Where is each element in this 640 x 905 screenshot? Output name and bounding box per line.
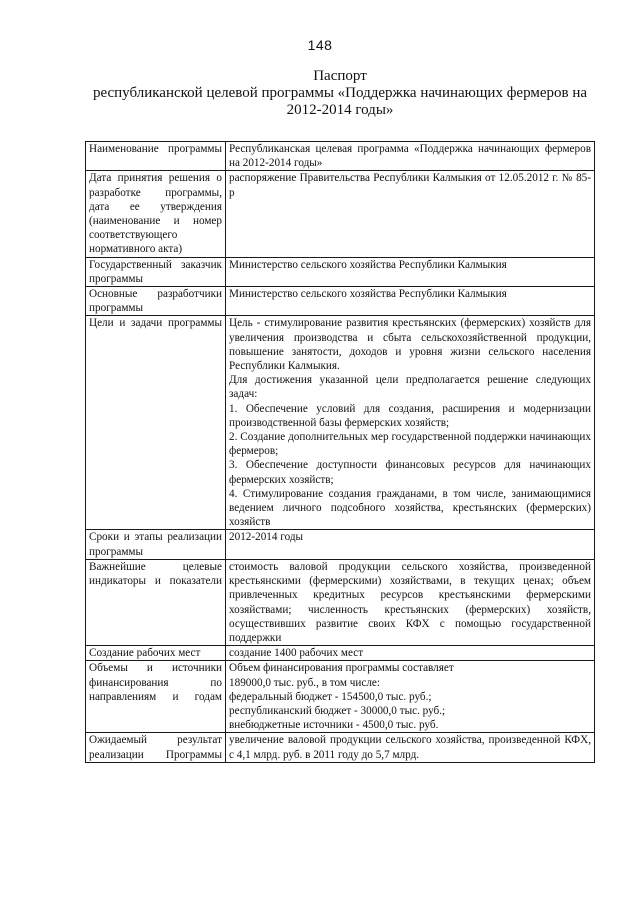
title-line-3: 2012-2014 годы» [286,102,394,118]
value-paragraph: 2. Создание дополнительных мер государственной поддержки начинающих фермеров; [229,431,591,458]
value-paragraph: республиканский бюджет - 30000,0 тыс. руб.; [229,704,446,717]
table-row-terms-stages [86,530,595,559]
row-value [226,559,595,645]
row-label: Дата принятия решения о разработке программы, дата ее утверждения (наименование и номер соответствующего нормативного акта) [86,171,226,257]
value-paragraph: 3. Обеспечение доступности финансовых ресурсов для начинающих фермерских хозяйств; [229,459,591,486]
title-line-1: Паспорт [313,68,367,84]
value-paragraph: 1. Обеспечение условий для создания, расширения и модернизации производственной базы фермерских хозяйств; [229,402,591,429]
row-label: Важнейшие целевые индикаторы и показатели [86,559,226,645]
value-paragraph: Цель - стимулирование развития крестьянских (фермерских) хозяйств для увеличения производства и сбыта сельскохозяйственной продукции, повышение занятости, доходов и уровня жизни сельского населения Республики Калмыкия. [229,317,591,373]
value-paragraph: Республиканская целевая программа «Поддержка начинающих фермеров на 2012-2014 годы» [229,143,591,170]
table-row-financing [86,661,595,733]
row-label: Объемы и источники финансирования по направлениям и годам [86,661,226,733]
value-paragraph: Министерство сельского хозяйства Республики Калмыкия [229,288,507,301]
row-label: Ожидаемый результат реализации Программы [86,733,226,762]
table-row-jobs [86,646,595,661]
row-value [226,171,595,257]
row-value [226,661,595,733]
row-label: Цели и задачи программы [86,316,226,530]
value-paragraph: 2012-2014 годы [229,531,304,544]
row-value [226,530,595,559]
table-row-developers [86,287,595,316]
value-paragraph: стоимость валовой продукции сельского хозяйства, произведенной крестьянскими (фермерскими) хозяйствами, в текущих ценах; объем привлеченных кредитных ресурсов крестьянскими фермерскими хозяйствами; численность крестьянских (фермерских) хозяйств, осуществивших развитие своих КФХ с помощью государственной поддержки [229,560,591,644]
page-number: 148 [307,37,333,53]
table-row-decision-date [86,171,595,257]
title-line-2: республиканской целевой программы «Поддержка начинающих фермеров на [92,85,588,101]
value-paragraph: распоряжение Правительства Республики Калмыкия от 12.05.2012 г. № 85-р [229,172,591,199]
row-value [226,646,595,661]
value-paragraph: увеличение валовой продукции сельского хозяйства, произведенной КФХ, с 4,1 млрд. руб. в 2011 году до 5,7 млрд. [229,734,591,761]
value-paragraph: 189000,0 тыс. руб., в том числе: [229,676,381,689]
row-label: Создание рабочих мест [86,646,226,661]
value-paragraph: 4. Стимулирование создания гражданами, в том числе, занимающимися ведением личного подсобного хозяйства, крестьянских (фермерских) хозяйств [229,487,591,529]
row-label: Наименование программы [86,142,226,171]
value-paragraph: создание 1400 рабочих мест [229,647,364,660]
row-value [226,287,595,316]
value-paragraph: Для достижения указанной цели предполагается решение следующих задач: [229,374,591,401]
row-label: Государственный заказчик программы [86,257,226,286]
table-row-state-customer [86,257,595,286]
row-value [226,142,595,171]
row-value [226,316,595,530]
table-row-program-name [86,142,595,171]
table-row-expected-result [86,733,595,762]
row-value [226,733,595,762]
value-paragraph: Министерство сельского хозяйства Республики Калмыкия [229,258,507,271]
value-paragraph: внебюджетные источники - 4500,0 тыс. руб. [229,719,439,732]
value-paragraph: Объем финансирования программы составляет [229,662,454,675]
passport-table [85,141,595,763]
row-value [226,257,595,286]
document-title [70,68,610,119]
table-row-goals-tasks [86,316,595,530]
row-label: Основные разработчики программы [86,287,226,316]
table-row-indicators [86,559,595,645]
row-label: Сроки и этапы реализации программы [86,530,226,559]
value-paragraph: федеральный бюджет - 154500,0 тыс. руб.; [229,690,432,703]
